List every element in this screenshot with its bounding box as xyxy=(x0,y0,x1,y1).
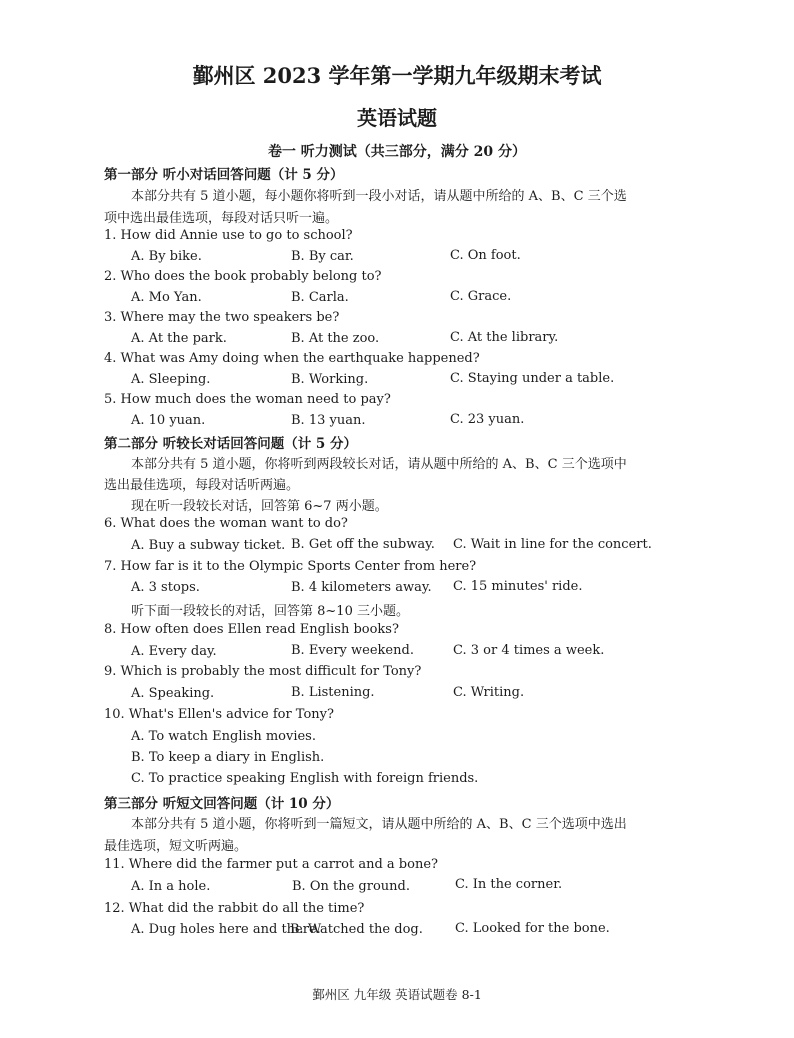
q4-option-a: A. Sleeping. xyxy=(131,372,211,387)
q12-option-a: A. Dug holes here and there. xyxy=(131,922,321,937)
q4-option-b: B. Working. xyxy=(291,372,369,387)
volume-heading: 卷一 听力测试（共三部分，满分 20 分） xyxy=(267,144,527,160)
question-7: 7. How far is it to the Olympic Sports Center from here? xyxy=(104,559,477,574)
question-10: 10. What's Ellen's advice for Tony? xyxy=(104,707,334,722)
q9-option-a: A. Speaking. xyxy=(131,686,215,701)
page-footer: 鄞州区 九年级 英语试题卷 8-1 xyxy=(312,987,482,1002)
q11-option-b: B. On the ground. xyxy=(292,879,410,894)
q11-option-c: C. In the corner. xyxy=(455,877,563,892)
part2-instruction-line4: 听下面一段较长的对话，回答第 8~10 三小题。 xyxy=(131,604,409,619)
q6-option-a: A. Buy a subway ticket. xyxy=(131,538,286,553)
question-4: 4. What was Amy doing when the earthquake happened? xyxy=(104,351,480,366)
q7-option-a: A. 3 stops. xyxy=(131,580,200,595)
q3-option-c: C. At the library. xyxy=(450,330,559,345)
q8-option-a: A. Every day. xyxy=(131,644,217,659)
question-1: 1. How did Annie use to go to school? xyxy=(104,228,353,243)
part1-instruction-line1: 本部分共有 5 道小题，每小题你将听到一段小对话，请从题中所给的 A、B、C 三个选 xyxy=(131,189,627,204)
q1-option-b: B. By car. xyxy=(291,249,354,264)
q5-option-a: A. 10 yuan. xyxy=(131,413,206,428)
question-5: 5. How much does the woman need to pay? xyxy=(104,392,391,407)
question-3: 3. Where may the two speakers be? xyxy=(104,310,340,325)
q3-option-b: B. At the zoo. xyxy=(291,331,380,346)
part2-instruction-line3: 现在听一段较长对话，回答第 6~7 两小题。 xyxy=(131,499,388,514)
q6-option-c: C. Wait in line for the concert. xyxy=(453,537,652,552)
q12-option-b: B. Watched the dog. xyxy=(290,922,423,937)
question-2: 2. Who does the book probably belong to? xyxy=(104,269,382,284)
q8-option-b: B. Every weekend. xyxy=(291,643,414,658)
q9-option-b: B. Listening. xyxy=(291,685,375,700)
q4-option-c: C. Staying under a table. xyxy=(450,371,615,386)
question-11: 11. Where did the farmer put a carrot and a bone? xyxy=(104,857,438,872)
part3-instruction-line2: 最佳选项，短文听两遍。 xyxy=(104,839,248,854)
q11-option-a: A. In a hole. xyxy=(131,879,211,894)
q10-option-c: C. To practice speaking English with foreign friends. xyxy=(131,771,479,786)
q2-option-b: B. Carla. xyxy=(291,290,349,305)
part3-instruction-line1: 本部分共有 5 道小题，你将听到一篇短文，请从题中所给的 A、B、C 三个选项中选出 xyxy=(131,817,627,832)
q2-option-a: A. Mo Yan. xyxy=(131,290,202,305)
question-12: 12. What did the rabbit do all the time? xyxy=(104,901,365,916)
q10-option-b: B. To keep a diary in English. xyxy=(131,750,325,765)
question-8: 8. How often does Ellen read English books? xyxy=(104,622,399,637)
q10-option-a: A. To watch English movies. xyxy=(131,729,316,744)
q7-option-b: B. 4 kilometers away. xyxy=(291,580,432,595)
q5-option-c: C. 23 yuan. xyxy=(450,412,525,427)
part2-instruction-line1: 本部分共有 5 道小题，你将听到两段较长对话，请从题中所给的 A、B、C 三个选项中 xyxy=(131,457,627,472)
q12-option-c: C. Looked for the bone. xyxy=(455,921,610,936)
q8-option-c: C. 3 or 4 times a week. xyxy=(453,643,605,658)
q5-option-b: B. 13 yuan. xyxy=(291,413,366,428)
q1-option-c: C. On foot. xyxy=(450,248,521,263)
part2-instruction-line2: 选出最佳选项，每段对话听两遍。 xyxy=(104,478,300,493)
q3-option-a: A. At the park. xyxy=(131,331,227,346)
exam-subtitle: 英语试题 xyxy=(357,106,437,130)
part1-heading: 第一部分 听小对话回答问题（计 5 分） xyxy=(104,167,344,183)
question-6: 6. What does the woman want to do? xyxy=(104,516,348,531)
part3-heading: 第三部分 听短文回答问题（计 10 分） xyxy=(104,796,340,812)
q7-option-c: C. 15 minutes' ride. xyxy=(453,579,583,594)
q9-option-c: C. Writing. xyxy=(453,685,525,700)
part2-heading: 第二部分 听较长对话回答问题（计 5 分） xyxy=(104,436,357,452)
q6-option-b: B. Get off the subway. xyxy=(291,537,435,552)
part1-instruction-line2: 项中选出最佳选项，每段对话只听一遍。 xyxy=(104,211,339,226)
question-9: 9. Which is probably the most difficult for Tony? xyxy=(104,664,422,679)
q2-option-c: C. Grace. xyxy=(450,289,512,304)
exam-title: 鄞州区 2023 学年第一学期九年级期末考试 xyxy=(192,63,602,88)
q1-option-a: A. By bike. xyxy=(131,249,202,264)
